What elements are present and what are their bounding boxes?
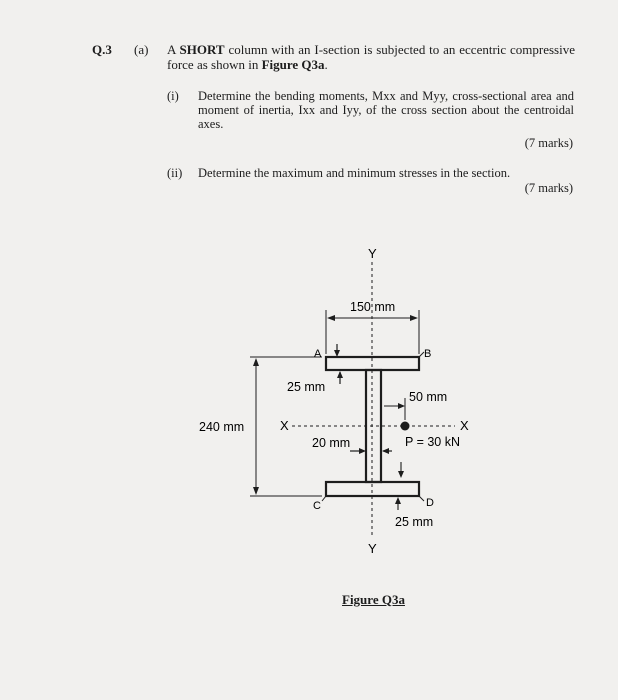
intro-mid: column with an I-section is subjected to an eccentric compressive force as shown in bbox=[167, 42, 576, 72]
axis-x-right-label: X bbox=[460, 418, 469, 433]
dim-flange-bottom-label: 25 mm bbox=[395, 515, 434, 529]
sub2-number: (ii) bbox=[167, 166, 183, 180]
load-label: P = 30 kN bbox=[405, 435, 461, 449]
dim-ecc-label: 50 mm bbox=[409, 390, 448, 404]
sub1-text: Determine the bending moments, Mxx and Myy, cross-sectional area and moment of inertia, Ixx and Iyy, of the cross section about the centroidal axes. bbox=[198, 89, 574, 131]
intro-bold: SHORT bbox=[179, 42, 225, 57]
dim-height-label: 240 mm bbox=[199, 420, 245, 434]
axis-y-bottom-label: Y bbox=[368, 541, 377, 556]
intro-figure-ref: Figure Q3a bbox=[261, 57, 325, 72]
figure-caption: Figure Q3a bbox=[342, 592, 405, 607]
axis-y-top-label: Y bbox=[368, 246, 377, 261]
question-part: (a) bbox=[134, 42, 149, 57]
point-a-label: A bbox=[314, 348, 322, 360]
load-point bbox=[401, 422, 410, 431]
dim-width-label: 150 mm bbox=[350, 300, 396, 314]
point-c-label: C bbox=[313, 500, 321, 512]
intro-end: . bbox=[324, 57, 328, 72]
sub2-marks: (7 marks) bbox=[524, 181, 573, 195]
sub1-marks: (7 marks) bbox=[524, 136, 573, 150]
intro-pre: A bbox=[167, 42, 180, 57]
axis-x-left-label: X bbox=[280, 418, 289, 433]
sub2-text: Determine the maximum and minimum stresses in the section. bbox=[198, 166, 511, 180]
point-d-label: D bbox=[426, 497, 434, 509]
dim-flange-label: 25 mm bbox=[287, 380, 326, 394]
sub1-number: (i) bbox=[167, 89, 179, 103]
point-b-label: B bbox=[424, 348, 432, 360]
question-number: Q.3 bbox=[92, 42, 112, 57]
dim-web-label: 20 mm bbox=[312, 436, 351, 450]
